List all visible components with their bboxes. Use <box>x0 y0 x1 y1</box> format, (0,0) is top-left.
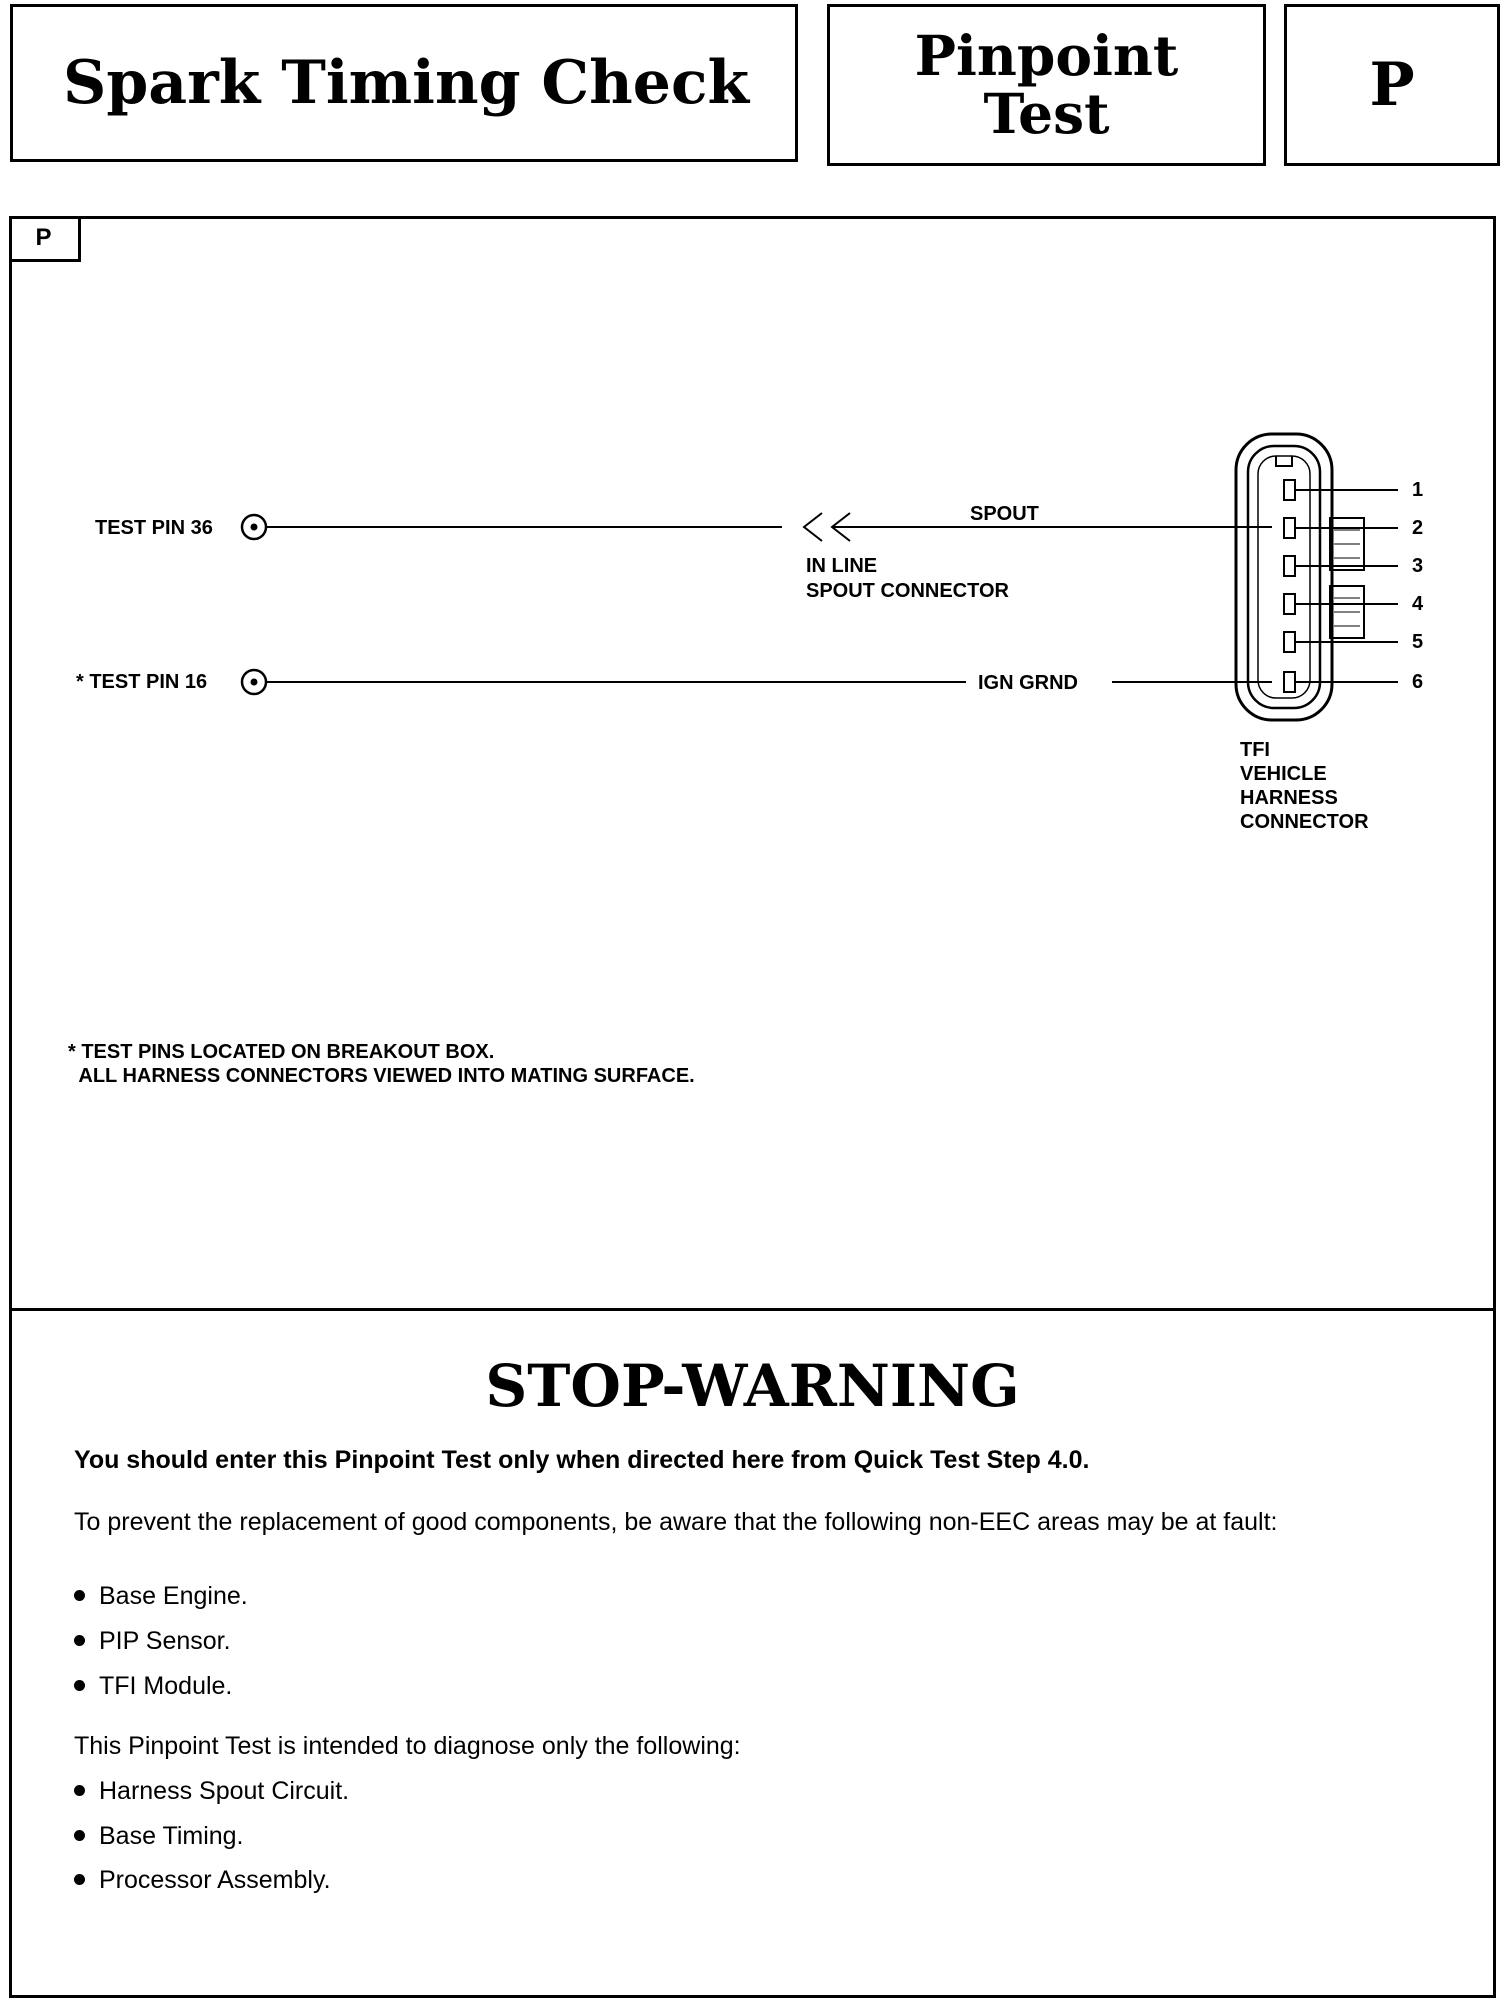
bullet-icon <box>74 1874 85 1885</box>
test-pin-16-terminal-icon <box>242 670 266 694</box>
note-harness-connectors: ALL HARNESS CONNECTORS VIEWED INTO MATING SURFACE. <box>68 1065 695 1087</box>
pinpoint-label: Pinpoint <box>914 23 1179 89</box>
inline-label-2: SPOUT CONNECTOR <box>806 580 1009 602</box>
tfi-connector-icon <box>1236 434 1398 720</box>
inline-label-1: IN LINE <box>806 555 878 577</box>
connector-label-line: VEHICLE <box>1240 763 1327 785</box>
test-pin-16-label: * TEST PIN 16 <box>76 671 208 693</box>
pin-number: 6 <box>1412 671 1424 693</box>
bullet-icon <box>74 1635 85 1646</box>
pin-number: 3 <box>1412 555 1424 577</box>
list-item: TFI Module. <box>74 1672 232 1700</box>
list-item: Base Engine. <box>74 1582 248 1610</box>
pin-number: 4 <box>1412 593 1424 615</box>
note-test-pins: * TEST PINS LOCATED ON BREAKOUT BOX. <box>68 1041 495 1063</box>
page-title: Spark Timing Check <box>63 48 750 118</box>
ign-grnd-label: IGN GRND <box>978 672 1078 694</box>
bullet-icon <box>74 1785 85 1796</box>
test-pin-36-label: TEST PIN 36 <box>95 517 213 539</box>
pin-number: 2 <box>1412 517 1424 539</box>
bullet-icon <box>74 1590 85 1601</box>
warning-paragraph-1: To prevent the replacement of good components, be aware that the following non-EEC areas may be at fault: <box>74 1508 1278 1536</box>
spout-label: SPOUT <box>970 503 1039 525</box>
pin-number: 5 <box>1412 631 1424 653</box>
test-label: Test <box>983 81 1110 146</box>
warning-title: STOP-WARNING <box>485 1352 1020 1420</box>
connector-label-line: CONNECTOR <box>1240 811 1369 833</box>
bullet-icon <box>74 1830 85 1841</box>
connector-label-line: TFI <box>1240 739 1270 761</box>
test-pin-36-terminal-icon <box>242 515 266 539</box>
list-item: Processor Assembly. <box>74 1866 331 1894</box>
test-letter: P <box>1369 50 1415 120</box>
pin-number: 1 <box>1412 479 1424 501</box>
list-item: Base Timing. <box>74 1822 244 1850</box>
warning-paragraph-2: This Pinpoint Test is intended to diagnose only the following: <box>74 1732 741 1760</box>
warning-intro: You should enter this Pinpoint Test only when directed here from Quick Test Step 4.0. <box>74 1446 1090 1474</box>
section-tag-label: P <box>35 223 52 251</box>
bullet-icon <box>74 1680 85 1691</box>
list-item: PIP Sensor. <box>74 1627 231 1655</box>
list-item: Harness Spout Circuit. <box>74 1777 349 1805</box>
connector-label-line: HARNESS <box>1240 787 1338 809</box>
